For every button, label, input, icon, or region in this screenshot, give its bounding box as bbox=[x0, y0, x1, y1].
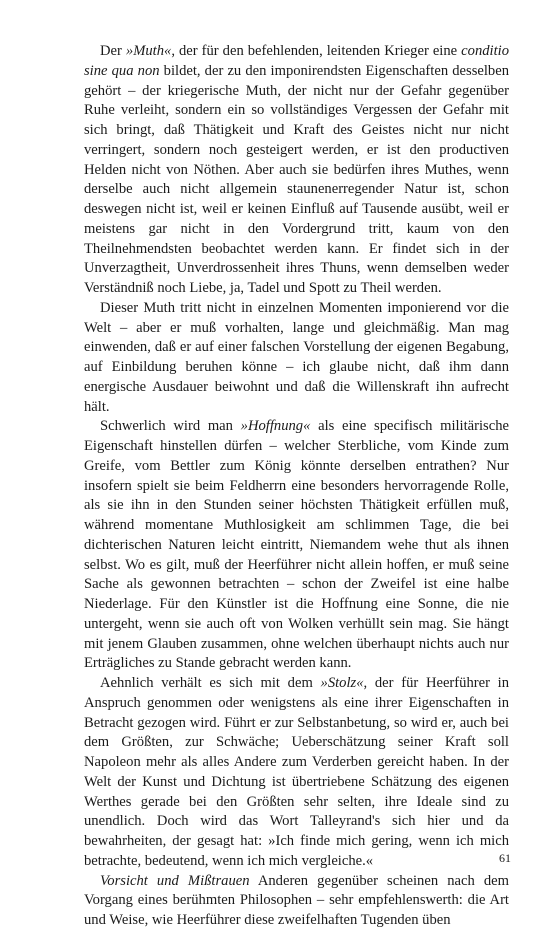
paragraph bbox=[84, 42, 509, 299]
text-run: Anderen gegenüber scheinen nach dem Vorgang eines berühmten Philosophen – sehr empfehlenswerth: die Art und Weise, wie Heerführer diese zweifelhaften Tugenden üben bbox=[84, 872, 509, 928]
text-run: , der für den befehlenden, leitenden Krieger eine bbox=[171, 43, 462, 59]
paragraph bbox=[84, 299, 509, 418]
body-text bbox=[84, 42, 509, 931]
italic-run: »Muth« bbox=[125, 43, 172, 59]
paragraph bbox=[84, 674, 509, 872]
paragraph bbox=[84, 872, 509, 931]
text-run: als eine specifisch militärische Eigenschaft hinstellen dürfen – welcher Sterbliche, vom Kinde zum Greife, vom Bettler zum König könnte derselben entrathen? Nur insofern spielt sie beim Feldherrn eine besonders hervorragende Rolle, als sie ihn in den Stunden seiner höchsten Thätigkeit erfüllen muß, während momentane Muthlosigkeit am schlimmen Tage, die bei dichterischen Naturen leicht eintritt, Niemandem wehe thut als ihnen selbst. Wo es gilt, muß der Heerführer nicht allein hoffen, er muß seine Sache als gewonnen betrachten – schon der Zweifel ist eine halbe Niederlage. Für den Künstler ist die Hoffnung eine Sonne, die nie untergeht, wenn sie auch oft von Wolken verhüllt sein mag. Sie hängt mit jenem Glauben zusammen, ohne welchen überhaupt nichts auch nur Erträgliches zu Stande gebracht werden kann. bbox=[84, 418, 509, 672]
italic-run: Vorsicht und Mißtrauen bbox=[100, 872, 250, 889]
text-run: , der für Heerführer in Anspruch genommen oder wenigstens als eine ihrer Eigenschaften in Betracht gezogen wird. Führt er zur Selbstanbetung, so wird er, auch bei dem Größten, zur Schwäche; Ueberschätzung seiner Kraft soll Napoleon mehr als alles Andere zum Verderben gereicht haben. In der Welt der Kunst und Dichtung ist übertriebene Schätzung des eigenen Werthes gerade bei den Größten sehr selten, ihre Ideale sind zu unendlich. Doch wird das Wort Talleyrand's sich hier und da bewahrheiten, der gesagt hat: »Ich finde mich gering, wenn ich mich betrachte, bedeutend, wenn ich mich vergleiche.« bbox=[84, 675, 510, 869]
text-run: Aehnlich verhält es sich mit dem bbox=[100, 675, 321, 691]
text-run: Der bbox=[100, 43, 126, 59]
text-run: Schwerlich wird man bbox=[100, 418, 241, 435]
italic-run: conditio sine qua non bbox=[84, 43, 510, 79]
page-number: 61 bbox=[499, 851, 511, 865]
text-run: Dieser Muth tritt nicht in einzelnen Momenten imponierend vor die Welt – aber er muß vorhalten, lange und gleichmäßig. Man mag einwenden, daß er auf einer falschen Vorstellung der eigenen Begabung, auf Einbildung beruhen könne – ich glaube nicht, daß ihm dann energische Ausdauer beiwohnt und daß die Willenskraft ihn aufrecht hält. bbox=[84, 299, 509, 415]
paragraph bbox=[84, 417, 509, 674]
italic-run: »Stolz« bbox=[320, 675, 364, 691]
italic-run: »Hoffnung« bbox=[240, 418, 311, 435]
text-run: bildet, der zu den imponirendsten Eigenschaften desselben gehört – der kriegerische Muth, der nicht nur der Gefahr gegenüber Ruhe verleiht, sondern ein so vollständiges Vergessen der Gefahr mit sich bringt, daß Thätigkeit und Kraft des Geistes nicht nur nicht verringert, sondern noch gesteigert werden, er ist den productiven Helden nicht von Nöthen. Aber auch sie bedürfen ihres Muthes, wenn derselbe auch nicht allgemein staunenerregender Natur ist, schon deswegen nicht ist, weil er keinen Einfluß auf Tausende ausübt, weil er meistens gar nicht in den Vordergrund tritt, kaum von den Theilnehmendsten beobachtet werden kann. Er findet sich in der Unverzagtheit, Unverdrossenheit ihres Thuns, wenn demselben weder Verständniß noch Liebe, ja, Tadel und Spott zu Theil werden. bbox=[84, 62, 509, 296]
